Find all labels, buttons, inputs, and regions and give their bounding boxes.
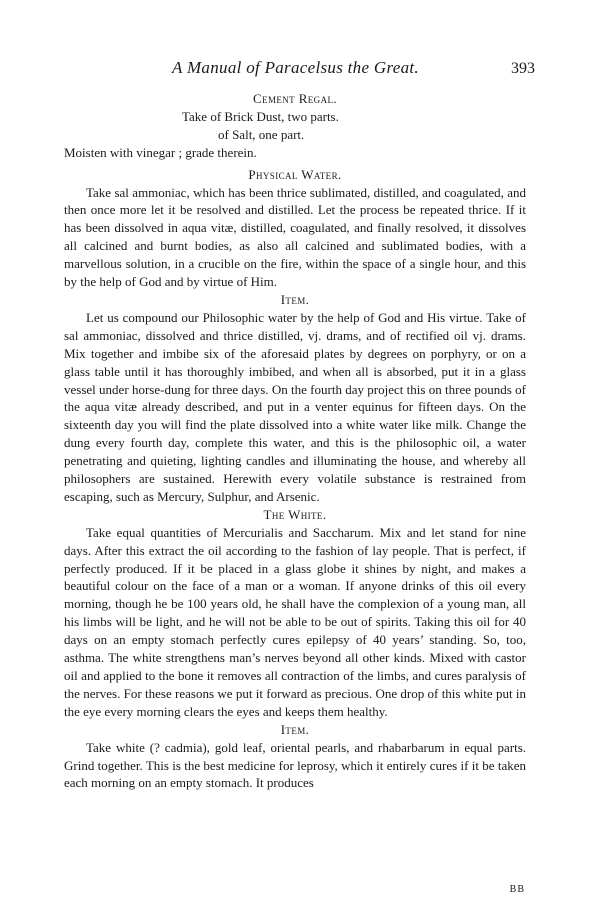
section-heading-item: Item. [280, 721, 310, 737]
recipe-line: Take of Brick Dust, two parts. [182, 108, 339, 124]
paragraph: Take sal ammoniac, which has been thrice sublimated, distilled, and coagulated, and then once more let it be resolved and distilled. Let the process be repeated thrice. If it has been dissolved in aqua vitæ, distilled, coagulated, and finally resolved, it dissolves all calcined and burnt bodies, as also all calcined and sublimated bodies, with a marvellous solution, in a crucible on the fire, within the space of a single hour, and this by the help of God and by virtue of Him. [64, 184, 526, 290]
section-heading-cement-regal: Cement Regal. [252, 91, 338, 106]
section-heading-item: Item. [280, 291, 310, 307]
body-text [64, 90, 526, 792]
paragraph: Take white (? cadmia), gold leaf, oriental pearls, and rhabarbarum in equal parts. Grind together. This is the best medicine for leprosy, which it entirely cures if it be taken each morning on an empty stomach. It produces [64, 739, 526, 791]
printer-signature: BB [509, 884, 525, 895]
running-head [0, 58, 591, 82]
section-heading-physical-water: Physical Water. [248, 166, 342, 182]
running-title: A Manual of Paracelsus the Great. [172, 58, 419, 77]
paragraph: Let us compound our Philosophic water by the help of God and His virtue. Take of sal ammoniac, dissolved and thrice distilled, vj. drams, and of rectified oil vj. drams. Mix together and imbibe six of the aforesaid plates by degrees on porphyry, or on a glass table until it has thoroughly imbibed, and when all is absorbed, put it in a glass vessel under horse-dung for three days. On the fourth day project this on three pounds of the aqua vitæ already described, and put in a venter equinus for fifteen days. On the sixteenth day you will find the plate dissolved into a white water like milk. Change the dung every fourth day, complete this water, and this is the philosophic oil, a water penetrating and quieting, lighting candles and illuminating the house, and whereby all philosophers are sustained. Herewith every volatile substance is restrained from escaping, such as Mercury, Sulphur, and Arsenic. [64, 309, 526, 504]
recipe-line: of Salt, one part. [218, 126, 305, 142]
page-number: 393 [511, 60, 535, 77]
section-heading-the-white: The White. [263, 506, 327, 522]
paragraph: Take equal quantities of Mercurialis and Saccharum. Mix and let stand for nine days. After this extract the oil according to the fashion of lay people. That is perfect, if perfectly produced. If it be placed in a glass globe it shines by night, and makes a beautiful colour on the face of a man or a woman. If anyone drinks of this oil every morning, though he be 100 years old, he shall have the complexion of a young man, all his limbs will be light, and he will not be able to be out of spirits. Taking this oil for 40 days on an empty stomach perfectly cures epilepsy of 40 years’ standing. So, too, asthma. The white strengthens man’s nerves beyond all other kinds. Mixed with castor oil and applied to the bone it removes all contraction of the limbs, and cures paralysis of the nerves. For these reasons we put it forward as precious. One drop of this white put in the eye every morning clears the eyes and keeps them healthy. [64, 524, 526, 719]
recipe-line: Moisten with vinegar ; grade therein. [64, 144, 257, 160]
